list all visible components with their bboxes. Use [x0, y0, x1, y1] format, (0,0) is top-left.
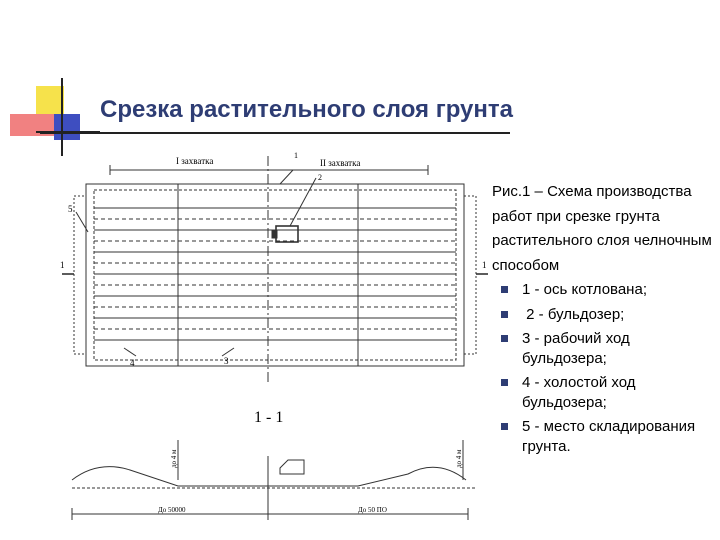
label-zone-2: II захватка	[320, 158, 361, 168]
legend-list	[492, 280, 712, 456]
title-underline	[40, 132, 510, 134]
marker-2: 2	[318, 173, 322, 182]
dim-right: До 50 ПО	[358, 506, 387, 514]
bullet-icon	[501, 311, 508, 318]
figure-caption	[492, 180, 712, 456]
bullet-icon	[501, 423, 508, 430]
legend-item: 1 - ось котлована;	[492, 280, 712, 300]
plan-outline	[86, 184, 464, 366]
dim-left: До 50000	[158, 506, 186, 514]
marker-4: 4	[130, 358, 135, 368]
bulldozer-icon	[276, 226, 298, 242]
caption-heading: Рис.1 – Схема производства работ при срезке грунта растительного слоя челночным способом	[492, 183, 712, 274]
level-left: до 4 м	[170, 449, 178, 468]
legend-item: 4 - холостой ход бульдозера;	[492, 373, 712, 412]
marker-3: 3	[224, 356, 229, 366]
slide-title: Срезка растительного слоя грунта	[100, 96, 514, 123]
section-mark-right: 1	[482, 260, 487, 270]
storage-right	[464, 196, 476, 354]
deco-blue-square	[54, 114, 80, 140]
label-zone-1: I захватка	[176, 156, 214, 166]
legend-item: 5 - место складирования грунта.	[492, 417, 712, 456]
work-tracks	[94, 208, 456, 340]
level-right: до 4 м	[455, 449, 463, 468]
section-profile	[72, 440, 476, 520]
storage-left	[74, 196, 86, 354]
excavation-scheme-drawing	[58, 150, 490, 525]
marker-5: 5	[68, 204, 73, 214]
section-mark-left: 1	[60, 260, 65, 270]
legend-item: 3 - рабочий ход бульдозера;	[492, 329, 712, 368]
decorative-squares	[0, 0, 110, 160]
marker-1: 1	[294, 151, 298, 160]
bullet-icon	[501, 379, 508, 386]
bullet-icon	[501, 335, 508, 342]
section-label: 1 - 1	[254, 409, 284, 426]
bullet-icon	[501, 286, 508, 293]
legend-item: 2 - бульдозер;	[492, 305, 712, 325]
deco-yellow-square	[36, 86, 64, 114]
